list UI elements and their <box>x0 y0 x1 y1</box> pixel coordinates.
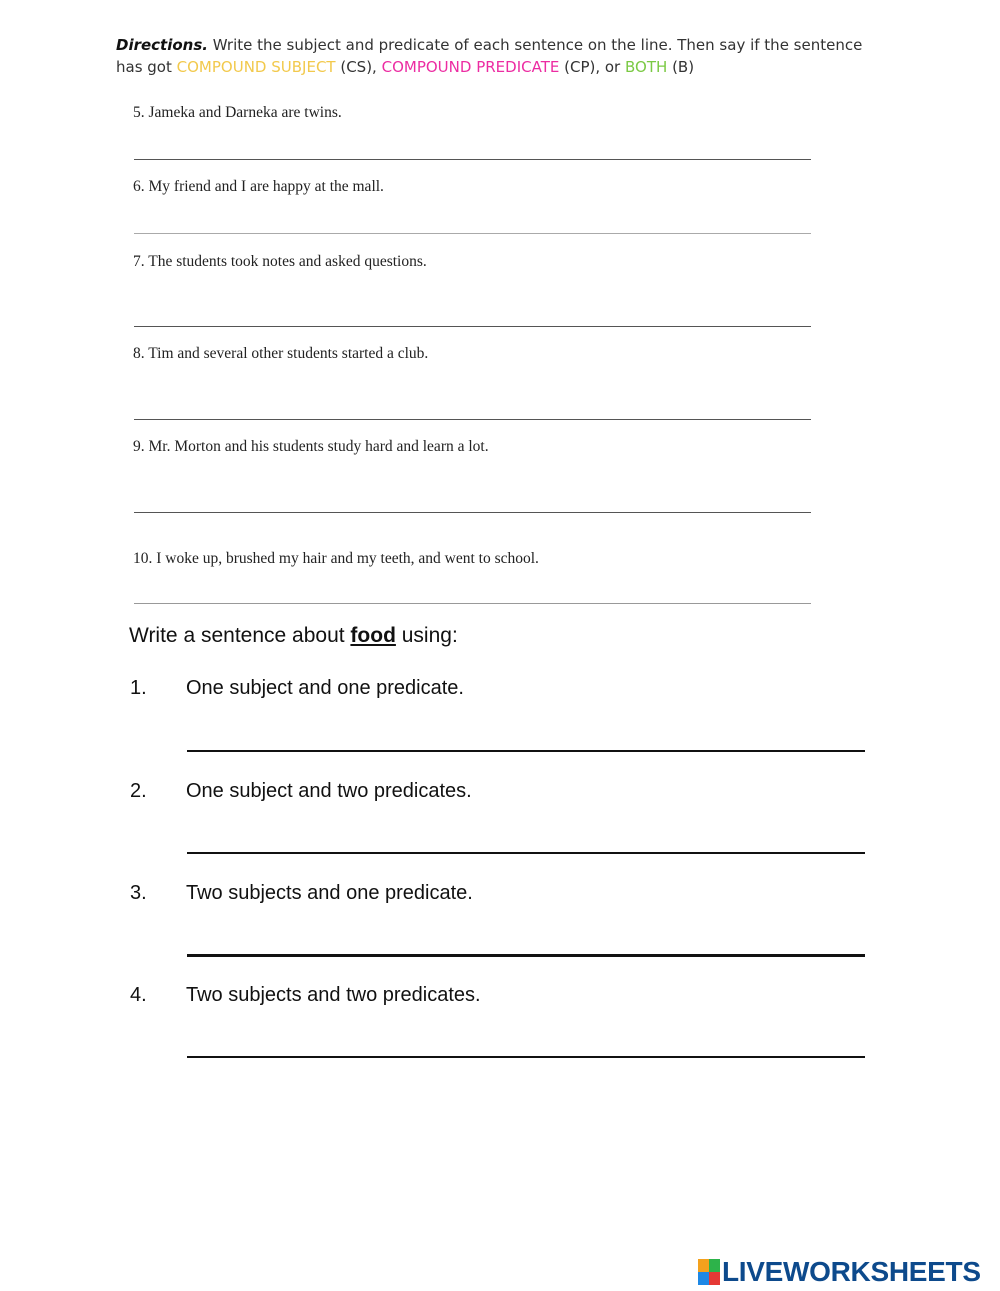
item-text-2: One subject and two predicates. <box>186 780 472 802</box>
brand-name: LIVEWORKSHEETS <box>722 1256 981 1287</box>
sentence-8: 8. Tim and several other students started a club. <box>133 345 429 362</box>
liveworksheets-brand[interactable] <box>698 1256 981 1288</box>
writing-prompt-suffix: using: <box>401 624 458 647</box>
both-code: (B) <box>672 58 695 76</box>
item-number-2: 2. <box>130 780 147 802</box>
sentence-5: 5. Jameka and Darneka are twins. <box>133 104 342 121</box>
item-text-4: Two subjects and two predicates. <box>186 984 481 1006</box>
compound-subject-term: COMPOUND SUBJECT <box>176 58 336 76</box>
compound-predicate-code: (CP), or <box>564 58 621 76</box>
answer-line-7[interactable] <box>134 326 811 327</box>
answer-line-8[interactable] <box>134 419 811 420</box>
sentence-6: 6. My friend and I are happy at the mall. <box>133 178 384 195</box>
item-number-1: 1. <box>130 677 147 699</box>
item-number-4: 4. <box>130 984 147 1006</box>
sentence-10: 10. I woke up, brushed my hair and my teeth, and went to school. <box>133 550 539 567</box>
directions <box>116 34 876 78</box>
answer-line-10[interactable] <box>134 603 811 604</box>
liveworksheets-logo-icon <box>698 1259 720 1285</box>
item-answer-line-4[interactable] <box>187 1056 865 1058</box>
item-text-3: Two subjects and one predicate. <box>186 882 473 904</box>
sentence-7: 7. The students took notes and asked questions. <box>133 253 427 270</box>
writing-prompt-title <box>129 624 458 648</box>
item-text-1: One subject and one predicate. <box>186 677 464 699</box>
writing-prompt-keyword: food <box>350 624 396 647</box>
compound-subject-code: (CS), <box>340 58 377 76</box>
compound-predicate-term: COMPOUND PREDICATE <box>381 58 560 76</box>
sentence-9: 9. Mr. Morton and his students study hard and learn a lot. <box>133 438 489 455</box>
item-answer-line-1[interactable] <box>187 750 865 752</box>
item-answer-line-3[interactable] <box>187 954 865 957</box>
directions-text: Write the subject and predicate of each sentence on the line. Then say if the sentence has got <box>116 36 863 76</box>
answer-line-6[interactable] <box>134 233 811 234</box>
item-number-3: 3. <box>130 882 147 904</box>
directions-label: Directions. <box>116 36 208 54</box>
answer-line-5[interactable] <box>134 159 811 160</box>
answer-line-9[interactable] <box>134 512 811 513</box>
both-term: BOTH <box>625 58 668 76</box>
writing-prompt-prefix: Write a sentence about <box>129 624 345 647</box>
item-answer-line-2[interactable] <box>187 852 865 854</box>
